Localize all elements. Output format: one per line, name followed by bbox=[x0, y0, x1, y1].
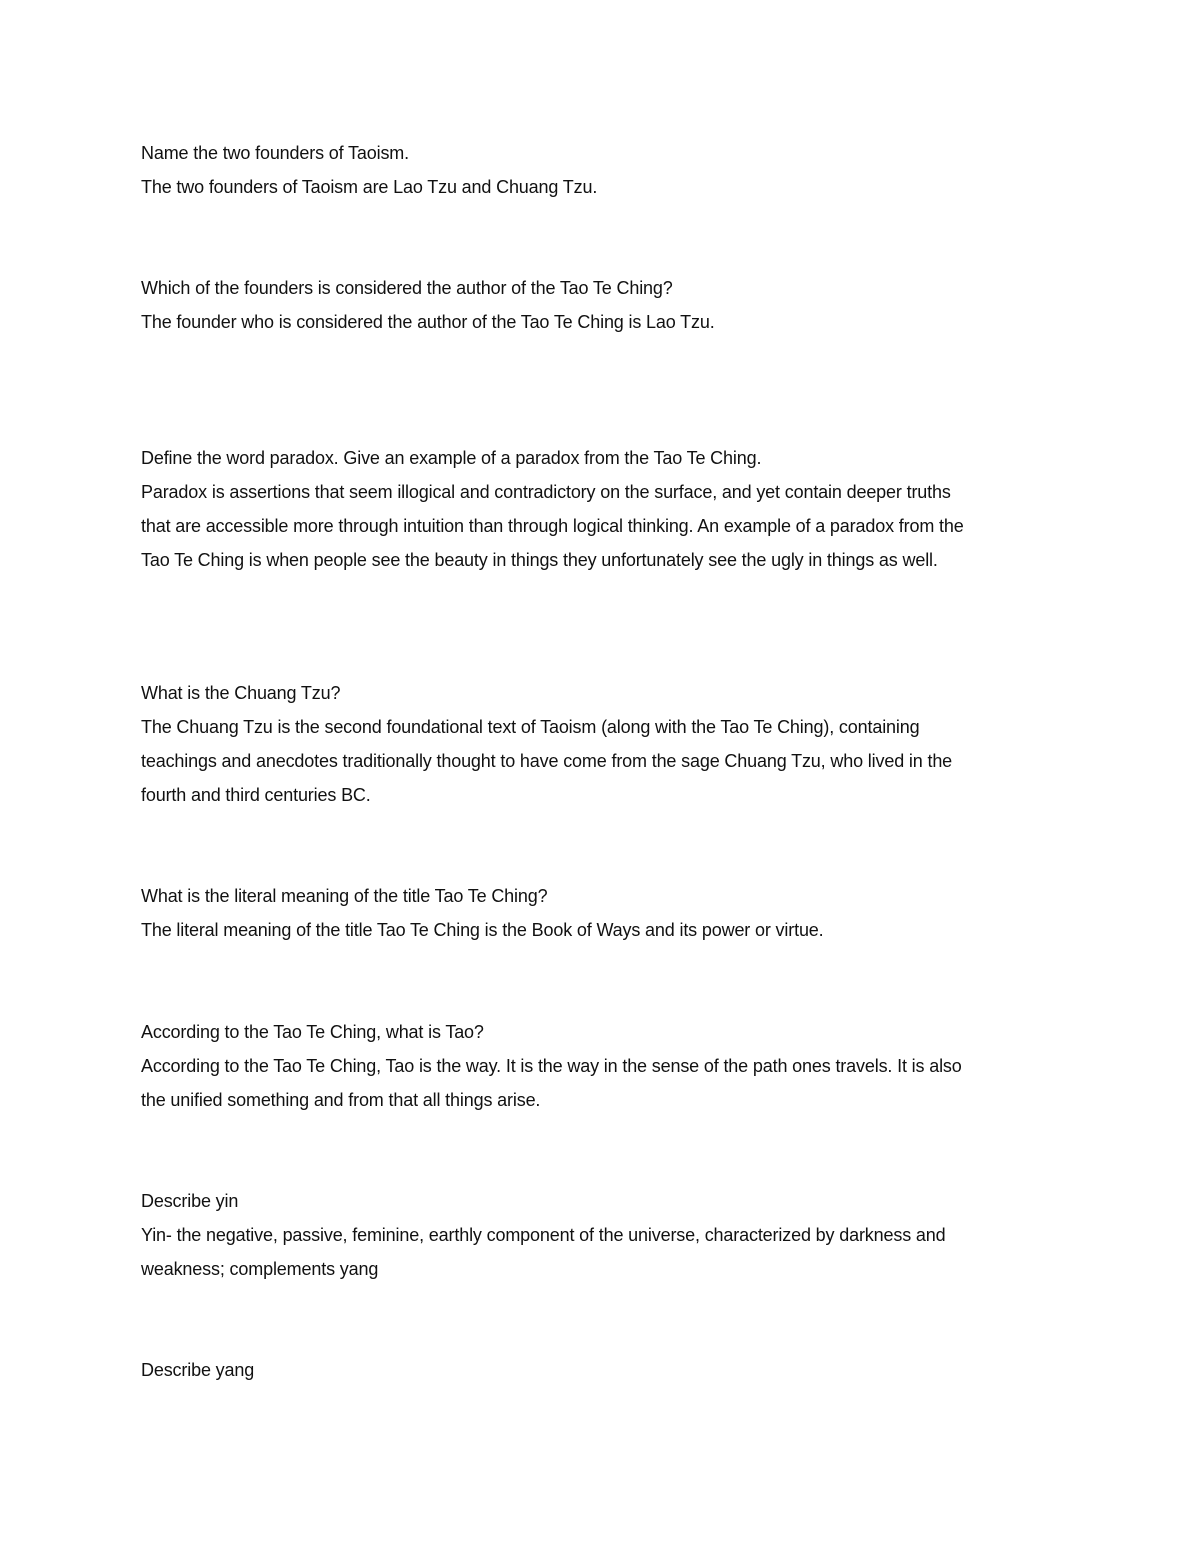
answer-text: weakness; complements yang bbox=[141, 1259, 379, 1279]
answer-text: fourth and third centuries BC. bbox=[141, 785, 371, 805]
qa-item-yang bbox=[141, 1353, 1071, 1387]
answer-text: the unified something and from that all things arise. bbox=[141, 1090, 541, 1110]
question-text: Describe yang bbox=[141, 1360, 255, 1380]
answer-text: The founder who is considered the author of the Tao Te Ching is Lao Tzu. bbox=[141, 312, 715, 332]
question-text: What is the Chuang Tzu? bbox=[141, 683, 341, 703]
answer-text: The Chuang Tzu is the second foundational text of Taoism (along with the Tao Te Ching), containing bbox=[141, 717, 920, 737]
answer-text: that are accessible more through intuition than through logical thinking. An example of a paradox from the bbox=[141, 516, 964, 536]
answer-text: teachings and anecdotes traditionally thought to have come from the sage Chuang Tzu, who lived in the bbox=[141, 751, 953, 771]
question-text: Which of the founders is considered the author of the Tao Te Ching? bbox=[141, 278, 673, 298]
question-text: Define the word paradox. Give an example of a paradox from the Tao Te Ching. bbox=[141, 448, 762, 468]
question-text: According to the Tao Te Ching, what is Tao? bbox=[141, 1022, 484, 1042]
answer-text: The two founders of Taoism are Lao Tzu and Chuang Tzu. bbox=[141, 177, 598, 197]
qa-item-yin bbox=[141, 1184, 1071, 1286]
answer-text: Paradox is assertions that seem illogical and contradictory on the surface, and yet contain deeper truths bbox=[141, 482, 951, 502]
answer-text: The literal meaning of the title Tao Te Ching is the Book of Ways and its power or virtue. bbox=[141, 920, 824, 940]
answer-text: According to the Tao Te Ching, Tao is the way. It is the way in the sense of the path ones travels. It is also bbox=[141, 1056, 962, 1076]
answer-text: Yin- the negative, passive, feminine, earthly component of the universe, characterized by darkness and bbox=[141, 1225, 946, 1245]
question-text: Name the two founders of Taoism. bbox=[141, 143, 410, 163]
qa-item-chuang-tzu bbox=[141, 676, 1071, 812]
qa-item-author bbox=[141, 271, 1071, 339]
qa-item-founders bbox=[141, 136, 1071, 204]
question-text: What is the literal meaning of the title Tao Te Ching? bbox=[141, 886, 548, 906]
answer-text: Tao Te Ching is when people see the beauty in things they unfortunately see the ugly in things as well. bbox=[141, 550, 938, 570]
qa-item-what-is-tao bbox=[141, 1015, 1071, 1117]
qa-item-paradox bbox=[141, 441, 1071, 577]
question-text: Describe yin bbox=[141, 1191, 239, 1211]
qa-item-literal-meaning bbox=[141, 879, 1071, 947]
